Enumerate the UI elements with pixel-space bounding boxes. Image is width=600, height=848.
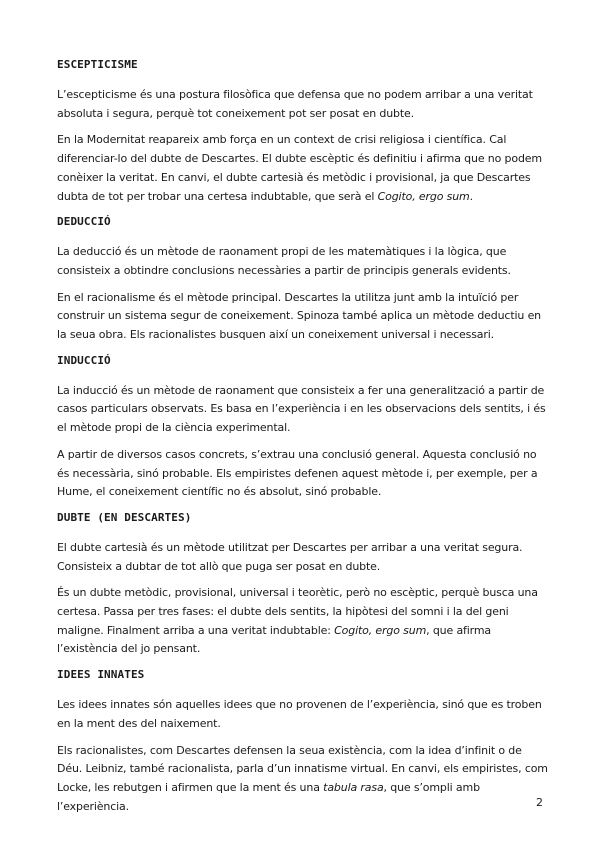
section-heading: ESCEPTICISME xyxy=(57,58,138,71)
text-run: La inducció és un mètode de raonament que consisteix a fer una generalització a partir de casos particulars observats. Es basa en l’experiència i en les observacions dels sentits, i és el mètode propi de la ciència experimental. xyxy=(57,383,546,435)
section-heading: DEDUCCIÓ xyxy=(57,215,111,229)
section-heading: DUBTE (EN DESCARTES) xyxy=(57,510,192,524)
text-run: , que afirma l’existència del jo pensant. xyxy=(57,623,492,656)
paragraph xyxy=(57,131,549,206)
section-idees-innates xyxy=(57,667,549,816)
italic-term: tabula rasa xyxy=(323,780,384,794)
text-run: Els racionalistes, com Descartes defensen la seua existència, com la idea d’infinit o de Déu. Leibniz, també racionalista, parla d’un innatisme virtual. En canvi, els empiristes, com Locke, les rebutgen i afirmen que la ment és una xyxy=(57,743,548,794)
section-dubte-en-descartes xyxy=(57,510,549,659)
page-content xyxy=(57,57,549,824)
section-escepticisme xyxy=(57,57,549,206)
text-run: El dubte cartesià és un mètode utilitzat per Descartes per arribar a una veritat segura. Consisteix a dubtar de tot allò que puga ser posat en dubte. xyxy=(57,540,523,573)
section-deducci xyxy=(57,214,549,345)
paragraph xyxy=(57,742,549,817)
italic-term: Cogito, ergo sum xyxy=(377,189,470,203)
text-run: En la Modernitat reapareix amb força en un context de crisi religiosa i científica. Cal diferenciar-lo del dubte de Descartes. El dubte escèptic és definitiu i afirma que no podem conèixer la veritat. En canvi, el dubte cartesià és metòdic i provisional, ja que Descartes dubta de tot per trobar una certesa indubtable, que serà el xyxy=(57,133,542,203)
text-run: En el racionalisme és el mètode principal. Descartes la utilitza junt amb la intuïció per construir un sistema segur de coneixement. Spinoza també aplica un mètode deductiu en la seua obra. Els racionalistes busquen així un coneixement universal i necessari. xyxy=(57,290,542,342)
text-run: Les idees innates són aquelles idees que no provenen de l’experiència, sinó que es troben en la ment des del naixement. xyxy=(57,698,542,730)
italic-term: Cogito, ergo sum xyxy=(334,623,427,637)
page-number: 2 xyxy=(536,796,543,809)
text-run: La deducció és un mètode de raonament propi de les matemàtiques i la lògica, que consisteix a obtindre conclusions necessàries a partir de principis generals evidents. xyxy=(57,245,511,277)
paragraph xyxy=(57,289,549,345)
section-heading: IDEES INNATES xyxy=(57,668,145,682)
paragraph xyxy=(57,539,549,576)
paragraph xyxy=(57,584,549,659)
section-heading: INDUCCIÓ xyxy=(57,353,111,367)
section-inducci xyxy=(57,353,549,502)
paragraph xyxy=(57,382,549,438)
text-run: , que s’ompli amb l’experiència. xyxy=(57,780,480,813)
text-run: A partir de diversos casos concrets, s’extrau una conclusió general. Aquesta conclusió no és necessària, sinó probable. Els empiristes defenen aquest mètode i, per exemple, per a Hume, el coneixement científic no és absolut, sinó probable. xyxy=(57,447,538,499)
paragraph xyxy=(57,243,549,280)
paragraph xyxy=(57,86,549,123)
text-run: . xyxy=(469,189,473,203)
text-run: És un dubte metòdic, provisional, universal i teorètic, però no escèptic, perquè busca una certesa. Passa per tres fases: el dubte dels sentits, la hipòtesi del somni i la del geni maligne. Finalment arriba a una veritat indubtable: xyxy=(57,586,538,637)
text-run: L’escepticisme és una postura filosòfica que defensa que no podem arribar a una veritat absoluta i segura, perquè tot coneixement pot ser posat en dubte. xyxy=(57,88,533,120)
paragraph xyxy=(57,446,549,502)
paragraph xyxy=(57,696,549,733)
